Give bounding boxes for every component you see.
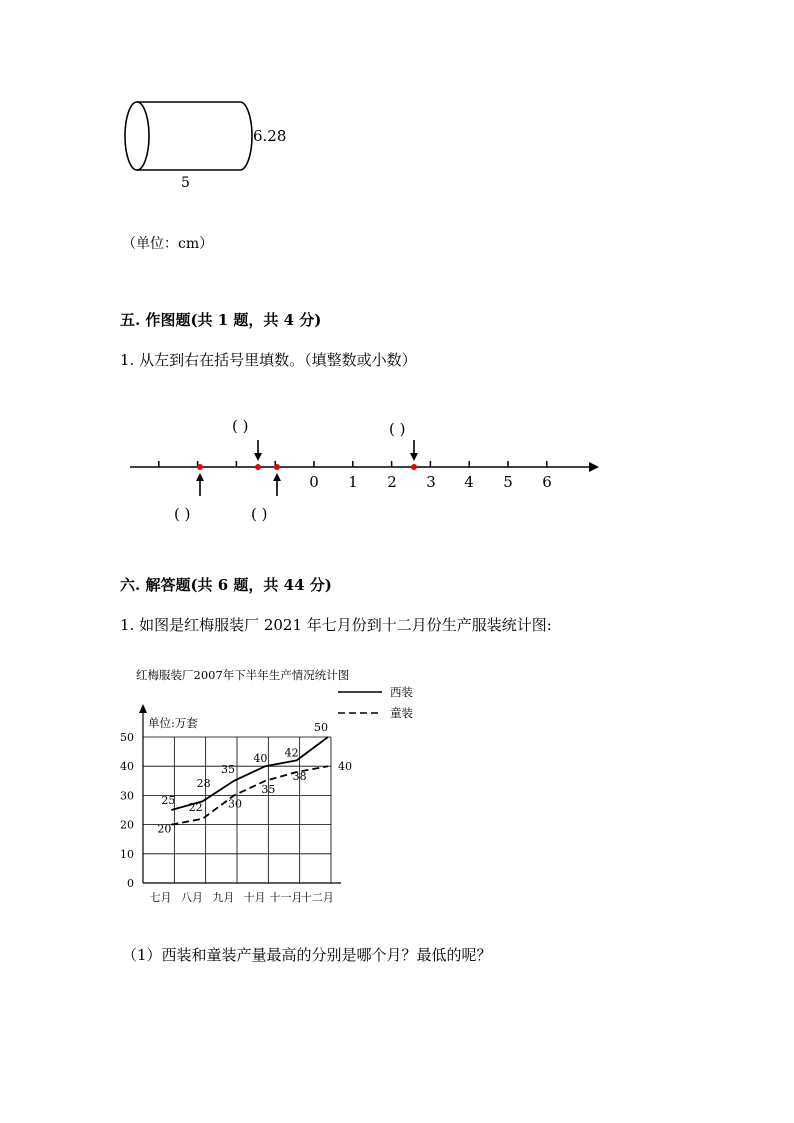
- cylinder-end: [125, 102, 149, 170]
- chart-unit-label: 单位:万套: [148, 716, 198, 730]
- tick-label: 1: [348, 473, 358, 491]
- point-b: [255, 464, 261, 470]
- x-tick-label: 十月: [243, 891, 266, 904]
- y-tick-label: 50: [120, 731, 134, 744]
- section6-subquestion1: （1）西装和童装产量最高的分别是哪个月？最低的呢？: [122, 946, 492, 964]
- legend-label: 西装: [390, 685, 413, 699]
- data-label: 40: [338, 760, 352, 774]
- x-tick-label: 八月: [181, 891, 203, 904]
- blank-d: ( ): [389, 420, 406, 438]
- number-line-arrowhead: [589, 462, 599, 472]
- section6-title: 六. 解答题(共 6 题，共 44 分): [120, 576, 332, 594]
- blank-c: ( ): [251, 505, 268, 523]
- chart-legend: [338, 685, 413, 720]
- number-line: [120, 410, 610, 530]
- y-axis-arrowhead: [139, 704, 147, 713]
- section6-question1: 1. 如图是红梅服装厂 2021 年七月份到十二月份生产服装统计图:: [120, 616, 552, 634]
- blank-a: ( ): [174, 505, 191, 523]
- y-tick-label: 20: [120, 818, 134, 832]
- chart-x-tick-labels: [150, 890, 334, 904]
- data-label: 28: [196, 777, 211, 791]
- section5-title: 五. 作图题(共 1 题，共 4 分): [120, 311, 322, 329]
- point-a: [197, 464, 203, 470]
- arrow-down-b-head: [254, 453, 262, 461]
- data-label: 25: [161, 794, 176, 807]
- point-c: [274, 464, 280, 470]
- x-tick-label: 十二月: [300, 891, 334, 904]
- blank-b: ( ): [232, 417, 249, 435]
- data-label: 50: [314, 721, 328, 734]
- chart-title: 红梅服装厂2007年下半年生产情况统计图: [136, 668, 350, 682]
- chart-y-tick-labels: [120, 731, 134, 890]
- tick-label: 4: [464, 473, 474, 491]
- legend-label: 童装: [390, 706, 413, 720]
- tick-label: 0: [309, 473, 319, 491]
- section5-question1: 1. 从左到右在括号里填数。（填整数或小数）: [120, 351, 417, 369]
- x-tick-label: 十一月: [269, 891, 303, 904]
- unit-note: （单位：cm）: [122, 236, 214, 252]
- production-line-chart: [110, 660, 413, 910]
- data-label: 35: [221, 762, 235, 776]
- data-label: 42: [284, 746, 299, 760]
- arrow-up-c-head: [273, 473, 281, 481]
- arrow-up-a-head: [196, 473, 204, 481]
- x-tick-label: 九月: [212, 891, 235, 904]
- arrow-down-d-head: [410, 453, 418, 461]
- point-d: [411, 464, 417, 470]
- tick-label: 2: [387, 473, 397, 491]
- data-label: 20: [157, 822, 172, 836]
- cylinder-length-label: 5: [181, 175, 190, 191]
- number-line-tick-labels: [309, 473, 552, 491]
- data-label: 38: [292, 770, 307, 784]
- cylinder-height-label: 6.28: [253, 127, 287, 145]
- cylinder-figure: [115, 92, 315, 197]
- number-line-ticks: [159, 461, 547, 467]
- data-label: 35: [261, 782, 276, 796]
- data-label: 22: [188, 800, 203, 814]
- tick-label: 6: [542, 473, 552, 491]
- tick-label: 5: [503, 473, 513, 491]
- y-tick-label: 30: [120, 789, 134, 803]
- tick-label: 3: [426, 473, 436, 491]
- y-tick-label: 10: [120, 847, 134, 861]
- y-tick-label: 40: [120, 760, 134, 774]
- data-label: 40: [253, 752, 268, 766]
- data-label: 30: [228, 797, 242, 811]
- chart-data-labels: [157, 721, 352, 836]
- cylinder-body: [137, 102, 252, 170]
- y-tick-label: 0: [127, 877, 134, 890]
- x-tick-label: 七月: [149, 891, 172, 904]
